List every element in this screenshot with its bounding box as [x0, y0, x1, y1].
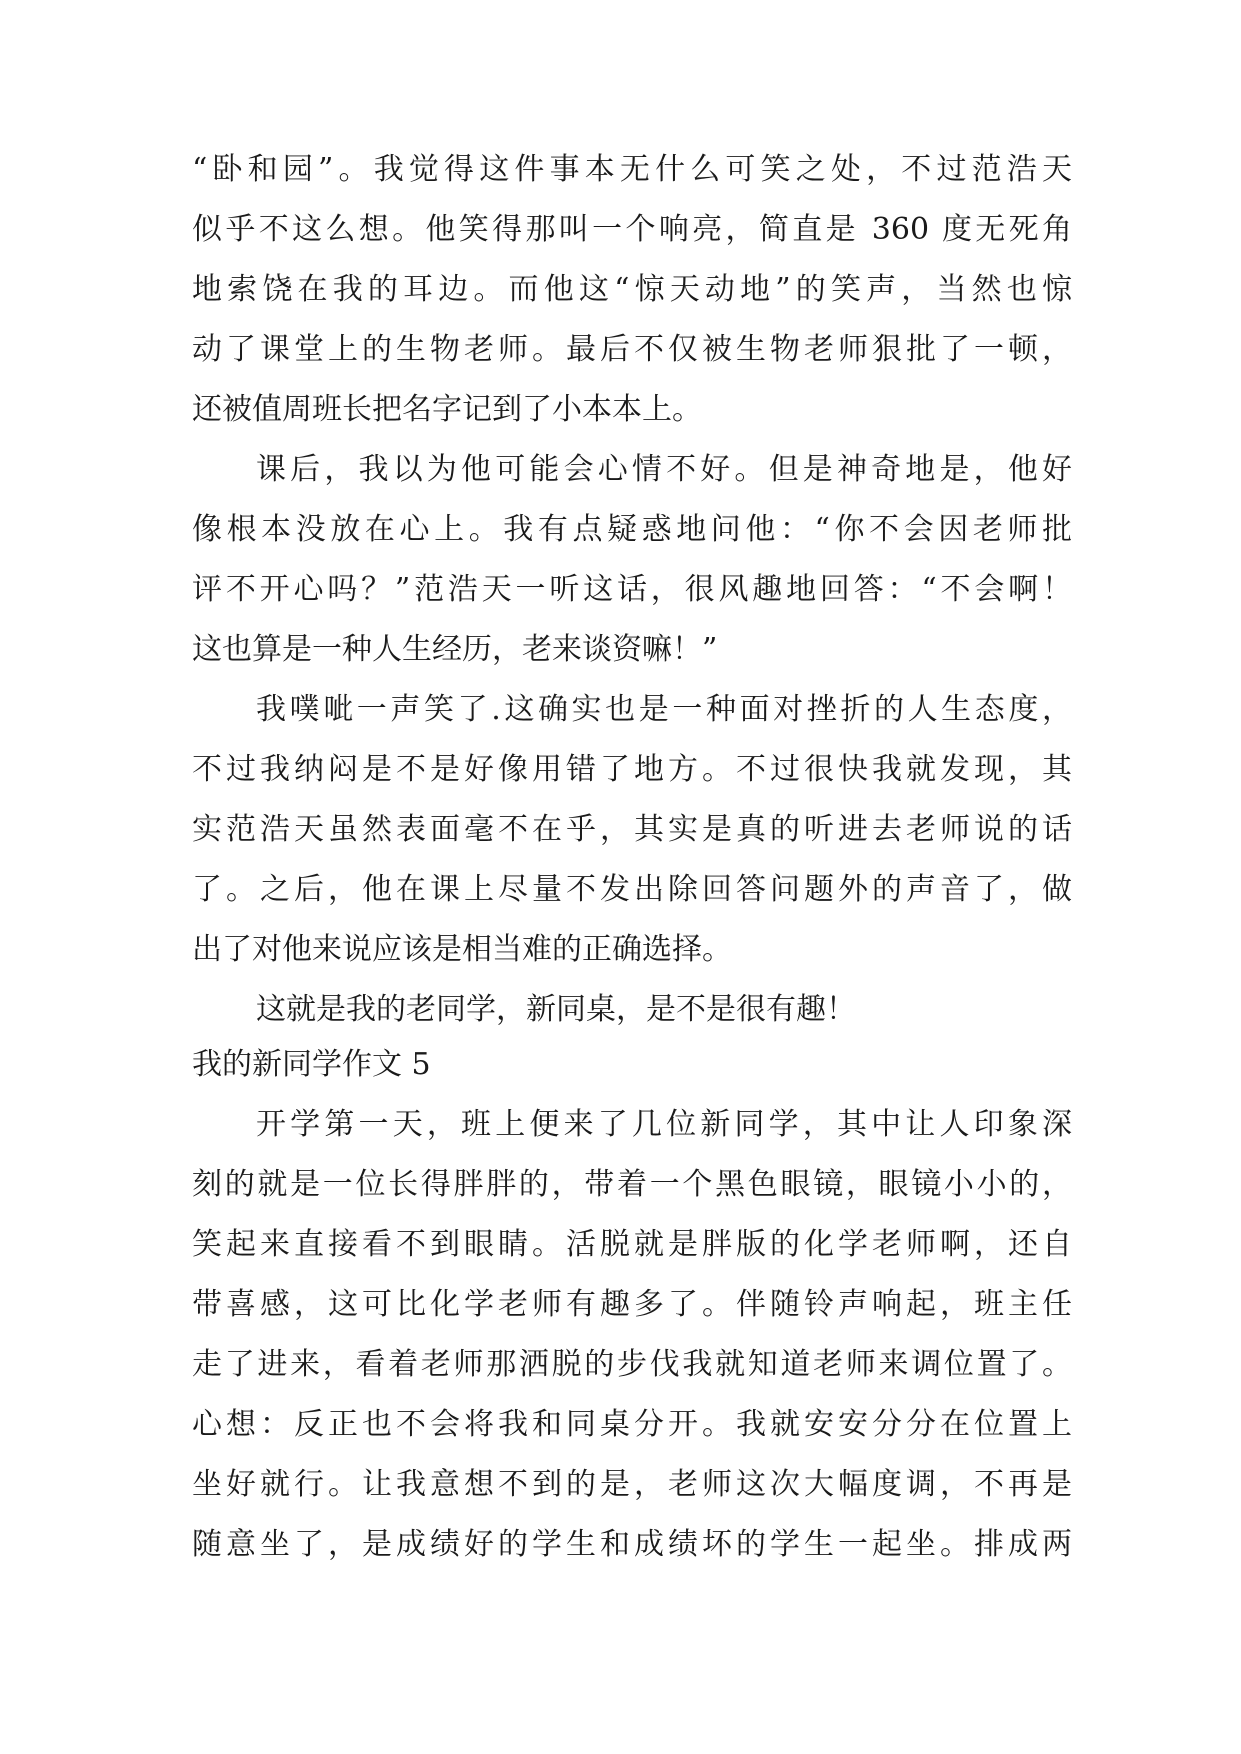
text-line: 走了进来，看着老师那洒脱的步伐我就知道老师来调位置了。 [192, 1347, 1072, 1382]
text-line: 这也算是一种人生经历，老来谈资嘛！” [192, 632, 718, 667]
text-line: 心想：反正也不会将我和同桌分开。我就安安分分在位置上 [192, 1407, 1072, 1442]
paragraph-first-line: 开学第一天，班上便来了几位新同学，其中让人印象深 [256, 1107, 1072, 1142]
text-line: 还被值周班长把名字记到了小本本上。 [192, 392, 702, 427]
text-line: 带喜感，这可比化学老师有趣多了。伴随铃声响起，班主任 [192, 1287, 1072, 1322]
text-line: 动了课堂上的生物老师。最后不仅被生物老师狠批了一顿， [192, 332, 1072, 367]
text-line: 实范浩天虽然表面毫不在乎，其实是真的听进去老师说的话 [192, 812, 1072, 847]
text-line: 刻的就是一位长得胖胖的，带着一个黑色眼镜，眼镜小小的， [192, 1167, 1072, 1202]
text-line: 随意坐了，是成绩好的学生和成绩坏的学生一起坐。排成两 [192, 1527, 1072, 1562]
paragraph-first-line: 我噗呲一声笑了.这确实也是一种面对挫折的人生态度， [256, 692, 1072, 727]
section-heading: 我的新同学作文 5 [192, 1047, 431, 1082]
text-line: “卧和园”。我觉得这件事本无什么可笑之处，不过范浩天 [192, 152, 1072, 187]
text-line: 笑起来直接看不到眼睛。活脱就是胖版的化学老师啊，还自 [192, 1227, 1072, 1262]
paragraph-first-line: 课后，我以为他可能会心情不好。但是神奇地是，他好 [256, 452, 1072, 487]
text-line: 像根本没放在心上。我有点疑惑地问他：“你不会因老师批 [192, 512, 1072, 547]
text-line: 评不开心吗？”范浩天一听这话，很风趣地回答：“不会啊！ [192, 572, 1072, 607]
text-line: 坐好就行。让我意想不到的是，老师这次大幅度调，不再是 [192, 1467, 1072, 1502]
text-line: 出了对他来说应该是相当难的正确选择。 [192, 932, 732, 967]
text-line: 似乎不这么想。他笑得那叫一个响亮，简直是 360 度无死角 [192, 212, 1072, 247]
text-line: 地索饶在我的耳边。而他这“惊天动地”的笑声，当然也惊 [192, 272, 1072, 307]
text-line: 了。之后，他在课上尽量不发出除回答问题外的声音了，做 [192, 872, 1072, 907]
paragraph-first-line: 这就是我的老同学，新同桌，是不是很有趣！ [256, 992, 856, 1027]
text-line: 不过我纳闷是不是好像用错了地方。不过很快我就发现，其 [192, 752, 1072, 787]
